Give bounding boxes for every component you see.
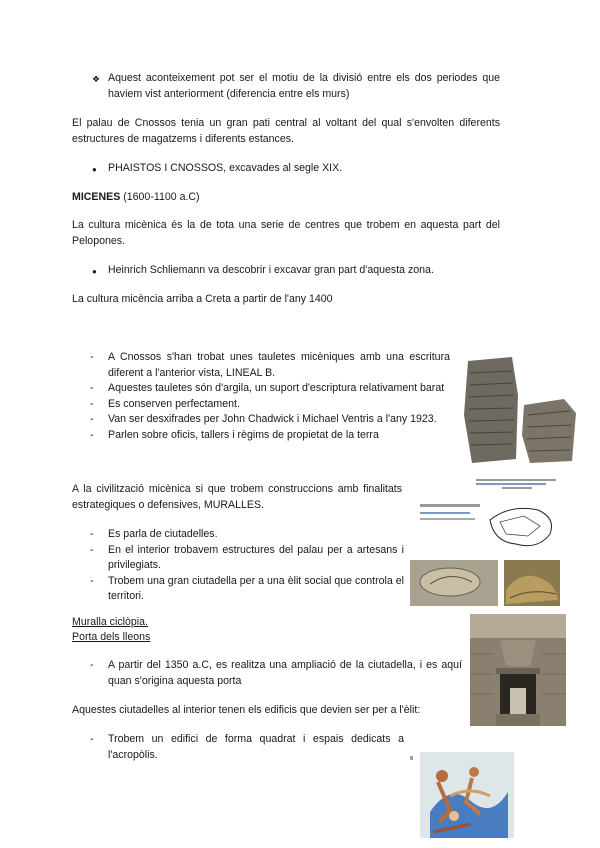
dot-bullet-icon: ● — [92, 165, 97, 174]
bullet-schliemann: Heinrich Schliemann va descobrir i excavar gran part d'aquesta zona. — [108, 264, 434, 276]
list-item: - Trobem un edifici de forma quadrat i espais dedicats a l'acropòlis. — [90, 733, 404, 761]
list-item: - En el interior trobavem estructures del palau per a artesans i privilegiats. — [90, 543, 404, 571]
dash-list-1 — [90, 350, 450, 443]
list-item: - A partir del 1350 a.C, es realitza una ampliació de la ciutadella, i es aquí quan s'origina aquesta porta — [90, 659, 462, 687]
fresco-image — [410, 752, 514, 838]
diamond-bullet-icon: ❖ — [92, 74, 101, 84]
list-item: - Van ser desxifrades per John Chadwick i Michael Ventris a l'any 1923. — [90, 413, 437, 425]
dash-list-2 — [90, 527, 404, 605]
dash-list-3 — [90, 658, 462, 689]
heading-micenes — [72, 190, 200, 206]
diamond-bullet-text: Aquest aconteixement pot ser el motiu de la divisió entre els dos periodes que haviem vist anteriorment (diferencia entre els murs) — [108, 72, 500, 100]
link-muralla[interactable]: Muralla ciclòpia. — [72, 616, 148, 628]
para-palau: El palau de Cnossos tenia un gran pati central al voltant del qual s'envolten diferents estructures de magatzems i diferents estances. — [72, 117, 500, 145]
para-arriba: La cultura micència arriba a Creta a partir de l'any 1400 — [72, 293, 333, 305]
micenes-dates: (1600-1100 a.C) — [120, 191, 200, 203]
lion-gate-image — [470, 614, 566, 726]
list-item: - Es parla de ciutadelles. — [90, 528, 218, 540]
citadel-photos-image — [410, 560, 560, 606]
list-item: - Trobem una gran ciutadella per a una èlit social que controla el territori. — [90, 574, 404, 602]
micenes-title: MICENES — [72, 191, 121, 203]
tablet-caption-graphic — [476, 478, 556, 491]
para-cultura: La cultura micènica és la de tota una serie de centres que trobem en aquesta part del Pelopones. — [72, 219, 500, 247]
linear-b-tablets-image — [460, 355, 580, 467]
para-ciutadelles: Aquestes ciutadelles al interior tenen els edificis que devien ser per a l'èlit: — [72, 704, 421, 716]
list-item: - Parlen sobre oficis, tallers i règims de propietat de la terra — [90, 428, 379, 441]
para-muralles: A la civilització micènica si que trobem construccions amb finalitats estrategiques o defensives, MURALLES. — [72, 483, 402, 511]
list-item: - Es conserven perfectament. — [90, 397, 240, 410]
citadel-map-image — [420, 500, 562, 554]
link-porta[interactable]: Porta dels lleons — [72, 631, 151, 643]
list-item: - Aquestes tauletes són d'argila, un suport d'escriptura relativament barat — [90, 382, 445, 394]
bullet-phaistos: PHAISTOS I CNOSSOS, excavades al segle XIX. — [108, 162, 343, 174]
list-item: - A Cnossos s'han trobat unes tauletes micèniques amb una escritura diferent a l'anterior vista, LINEAL B. — [90, 351, 450, 379]
dot-bullet-icon: ● — [92, 267, 97, 276]
dash-list-4 — [90, 732, 404, 763]
